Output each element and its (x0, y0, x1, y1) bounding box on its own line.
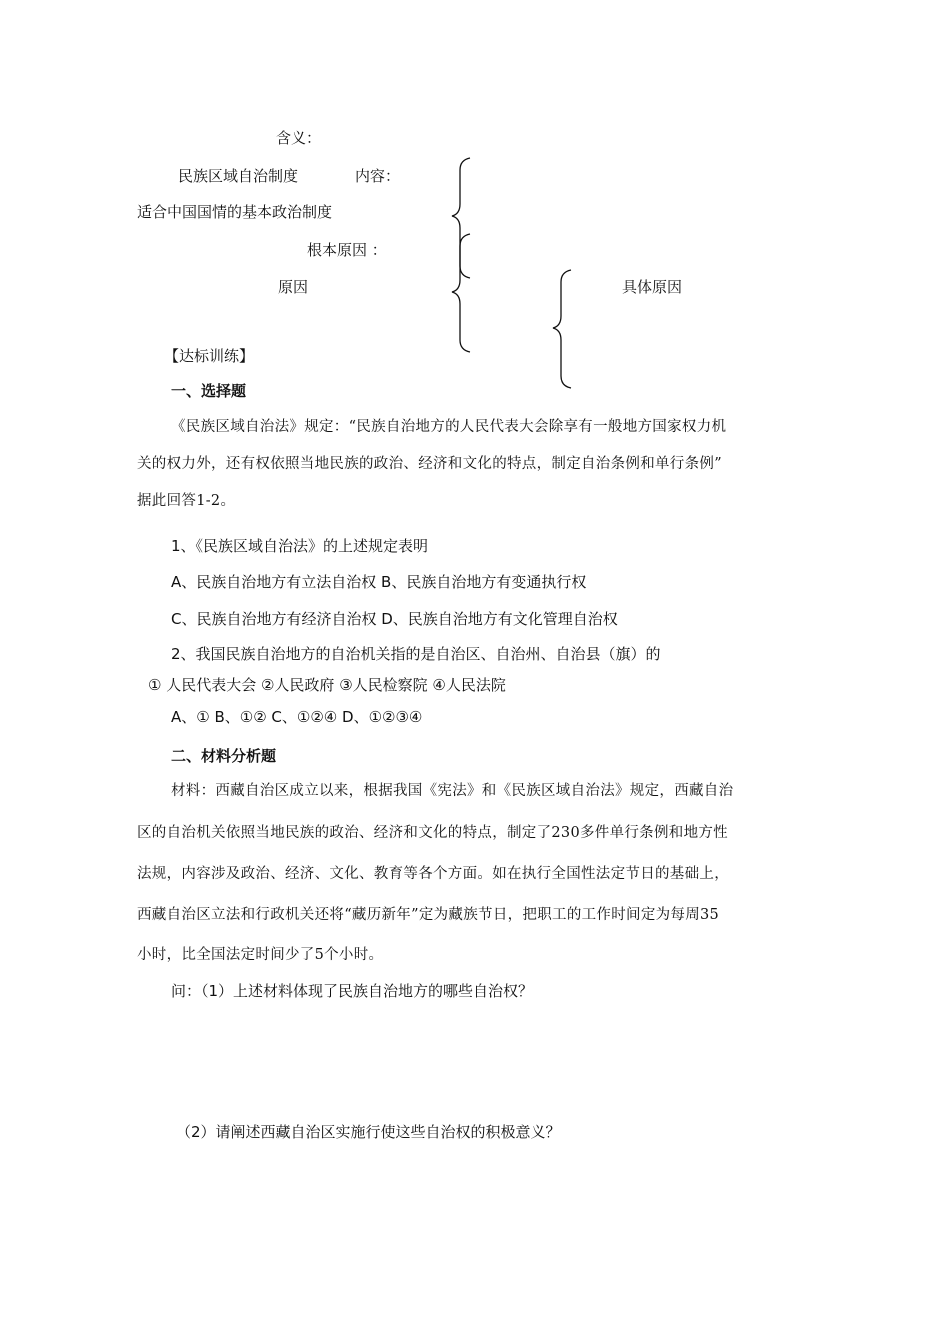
specific-reason-brace-icon (549, 270, 579, 388)
meaning-label: 含义： (276, 129, 322, 147)
q1-options-row2: C、民族自治地方有经济自治权 D、民族自治地方有文化管理自治权 (171, 610, 618, 628)
q2-items: ① 人民代表大会 ②人民政府 ③人民检察院 ④人民法院 (148, 676, 506, 694)
analysis-line-3: 法规，内容涉及政治、经济、文化、教育等各个方面。如在执行全国性法定节日的基础上， (137, 866, 729, 882)
q1-options-row1: A、民族自治地方有立法自治权 B、民族自治地方有变通执行权 (171, 573, 587, 591)
analysis-line-4: 西藏自治区立法和行政机关还将“藏历新年”定为藏族节日，把职工的工作时间定为每周35 (137, 907, 720, 923)
section2-title: 二、材料分析题 (171, 747, 277, 765)
q2-stem: 2、我国民族自治地方的自治机关指的是自治区、自治州、自治县（旗）的 (171, 645, 661, 663)
reason-brace-icon (448, 234, 478, 352)
material-line-1: 《民族区域自治法》规定：“民族自治地方的人民代表大会除享有一般地方国家权力机 (171, 419, 727, 435)
question-2: （2）请阐述西藏自治区实施行使这些自治权的积极意义？ (176, 1123, 561, 1141)
analysis-line-1: 材料：西藏自治区成立以来，根据我国《宪法》和《民族区域自治法》规定，西藏自治 (171, 783, 734, 799)
system-label: 民族区域自治制度 (178, 167, 299, 185)
analysis-line-2: 区的自治机关依照当地民族的政治、经济和文化的特点，制定了230多件单行条例和地方性 (137, 825, 728, 841)
material-line-2: 关的权力外，还有权依照当地民族的政治、经济和文化的特点，制定自治条例和单行条例” (137, 456, 722, 472)
analysis-line-5: 小时，比全国法定时间少了5个小时。 (137, 947, 384, 963)
reason-label: 原因 (278, 278, 309, 296)
training-heading: 【达标训练】 (164, 347, 255, 365)
content-label: 内容： (355, 167, 401, 185)
material-line-3: 据此回答1-2。 (137, 493, 236, 509)
specific-reason-label: 具体原因 (622, 278, 683, 296)
question-1: 问：（1）上述材料体现了民族自治地方的哪些自治权？ (171, 982, 534, 1000)
root-reason-label: 根本原因 ： (307, 241, 387, 259)
q2-options: A、① B、①② C、①②④ D、①②③④ (171, 708, 423, 726)
section1-title: 一、选择题 (171, 382, 247, 400)
q1-stem: 1、《民族区域自治法》的上述规定表明 (171, 537, 429, 555)
suitable-label: 适合中国国情的基本政治制度 (137, 203, 333, 221)
